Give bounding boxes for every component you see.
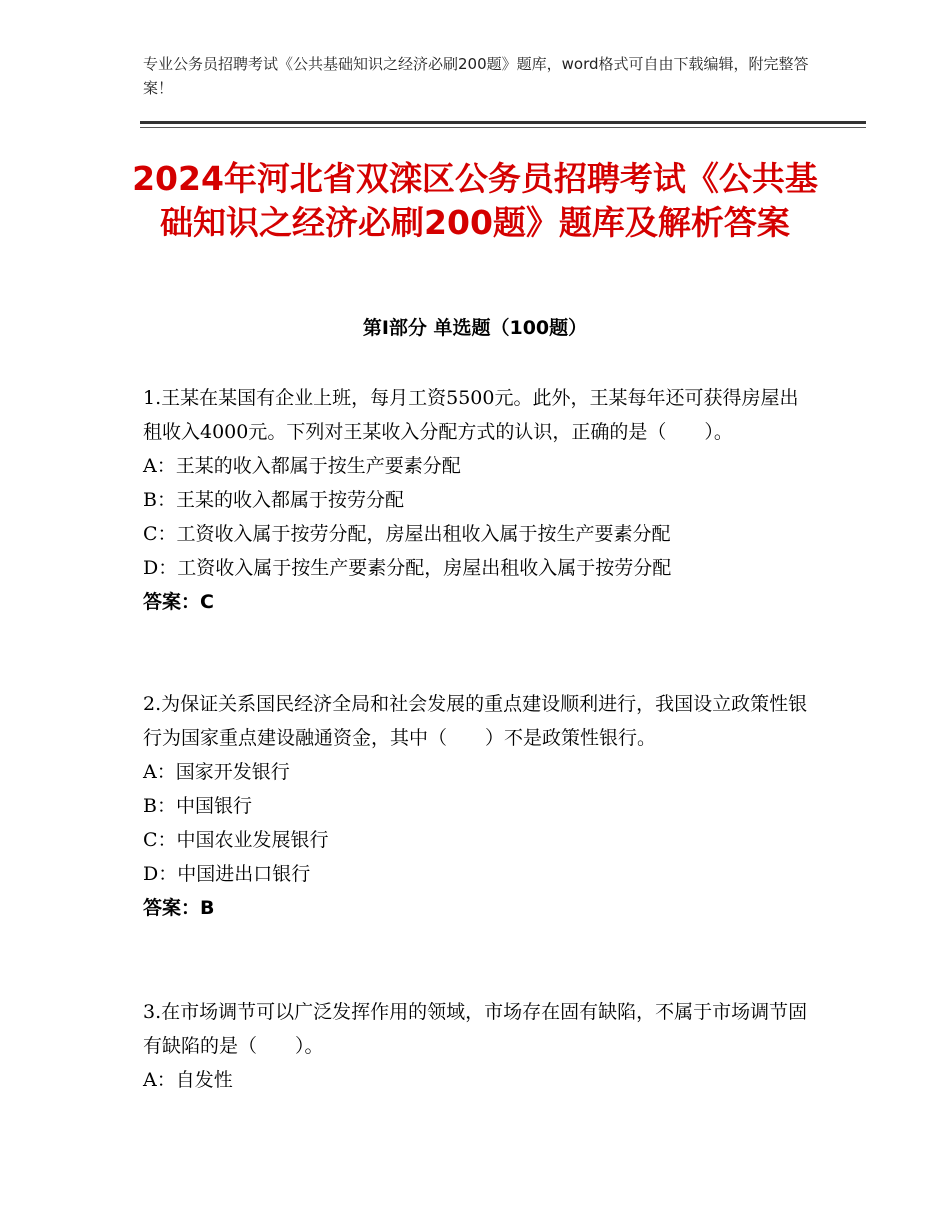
option-a: A：国家开发银行 xyxy=(143,761,290,783)
option-a: A：自发性 xyxy=(143,1069,233,1091)
question-2 xyxy=(143,687,808,925)
option-c: C：中国农业发展银行 xyxy=(143,829,329,851)
option-a: A：王某的收入都属于按生产要素分配 xyxy=(143,455,461,477)
document-title: 2024年河北省双滦区公务员招聘考试《公共基础知识之经济必刷200题》题库及解析答案 xyxy=(132,159,818,242)
option-c: C：工资收入属于按劳分配，房屋出租收入属于按生产要素分配 xyxy=(143,523,671,545)
question-3 xyxy=(143,995,808,1097)
option-d: D：工资收入属于按生产要素分配，房屋出租收入属于按劳分配 xyxy=(143,557,672,579)
question-stem: 3.在市场调节可以广泛发挥作用的领域，市场存在固有缺陷，不属于市场调节固有缺陷的是（ ）。 xyxy=(143,1001,808,1057)
question-stem: 2.为保证关系国民经济全局和社会发展的重点建设顺利进行，我国设立政策性银行为国家重点建设融通资金，其中（ ）不是政策性银行。 xyxy=(143,693,808,749)
option-b: B：中国银行 xyxy=(143,795,252,817)
header-rule-thin xyxy=(140,127,866,128)
question-stem: 1.王某在某国有企业上班，每月工资5500元。此外，王某每年还可获得房屋出租收入4000元。下列对王某收入分配方式的认识，正确的是（ ）。 xyxy=(143,387,799,443)
header-rule-thick xyxy=(140,121,866,124)
section-heading: 第I部分 单选题（100题） xyxy=(362,317,588,339)
answer-line: 答案：C xyxy=(143,591,214,613)
answer-line: 答案：B xyxy=(143,897,215,919)
header-note: 专业公务员招聘考试《公共基础知识之经济必刷200题》题库，word格式可自由下载编辑，附完整答案！ xyxy=(143,55,809,97)
option-b: B：王某的收入都属于按劳分配 xyxy=(143,489,404,511)
option-d: D：中国进出口银行 xyxy=(143,863,311,885)
question-1 xyxy=(143,381,808,619)
